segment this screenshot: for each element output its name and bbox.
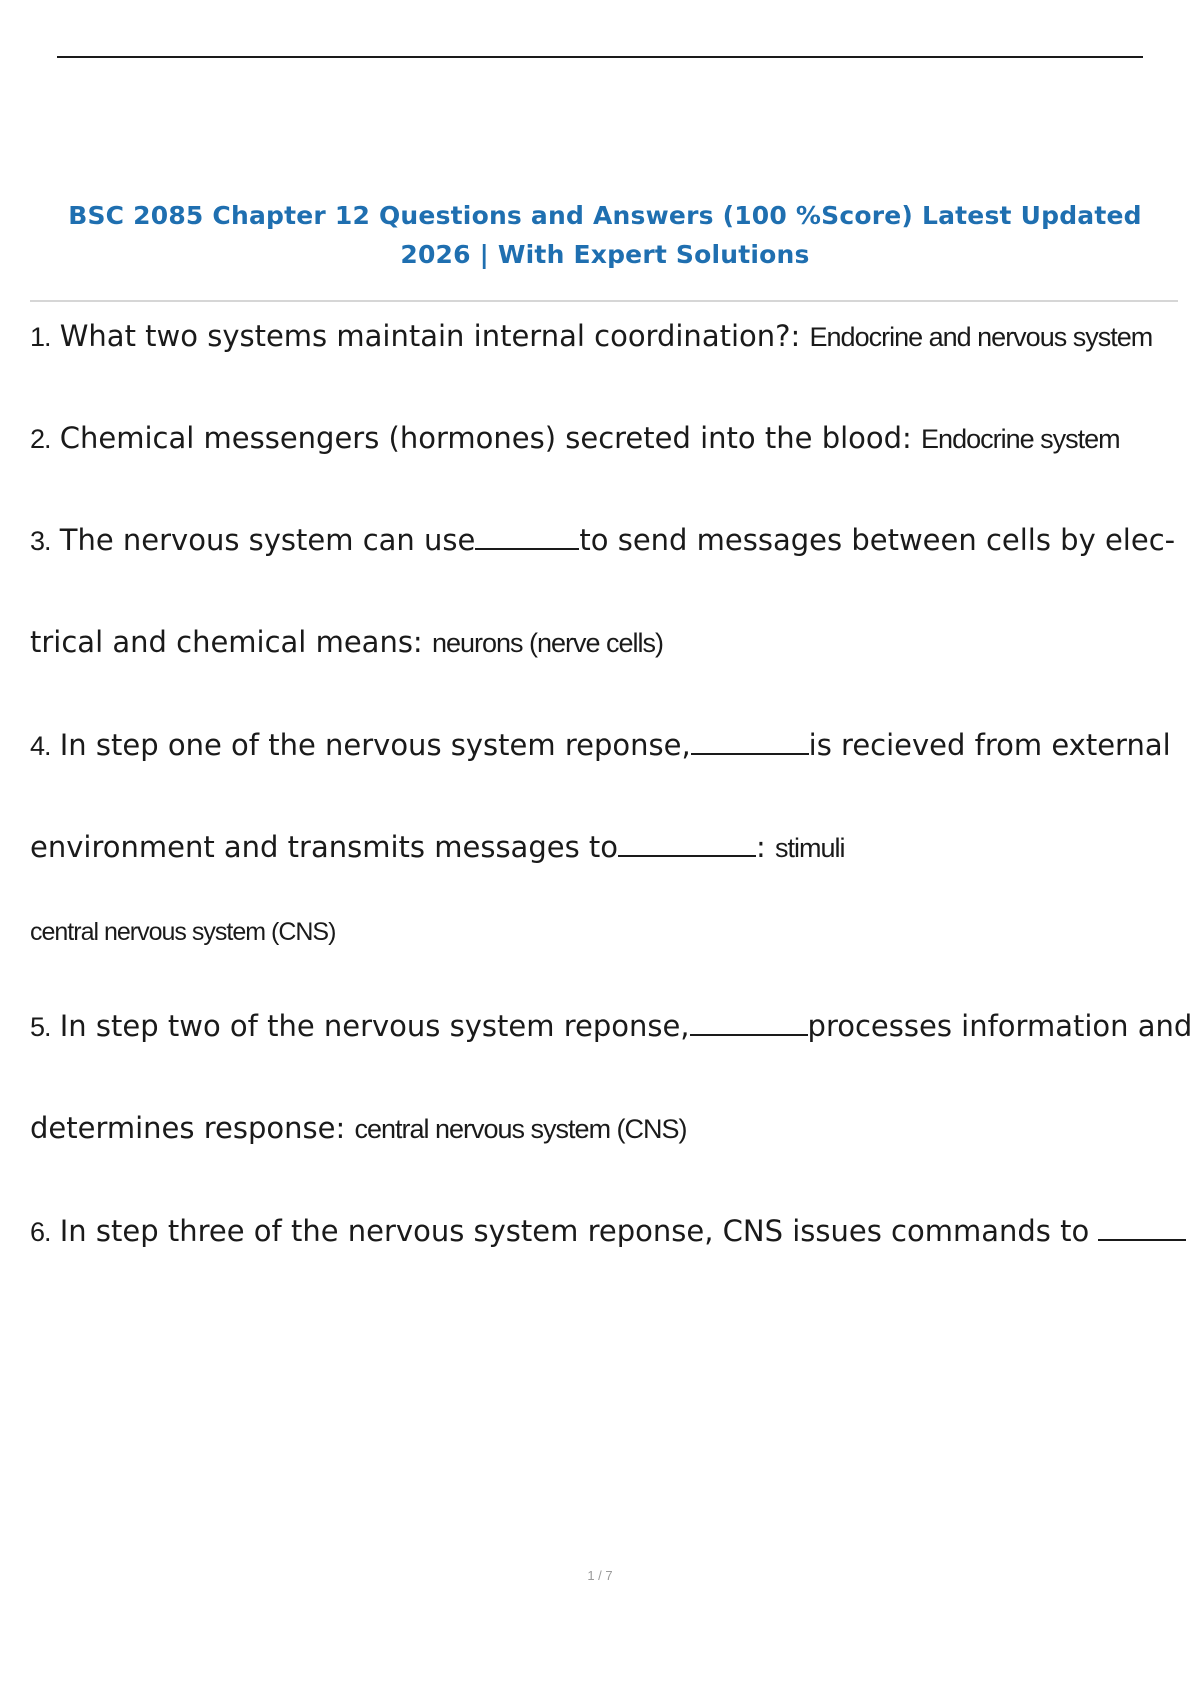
title-divider <box>30 300 1178 302</box>
question-text: determines response: <box>30 1111 346 1145</box>
fill-in-blank <box>1098 1211 1186 1241</box>
question-4-line-1 <box>30 725 1171 766</box>
document-title <box>30 196 1180 274</box>
fill-in-blank <box>690 1006 808 1036</box>
question-number: 4. <box>30 731 51 761</box>
answer-text: Endocrine and nervous system <box>809 322 1153 352</box>
page-indicator: 1 / 7 <box>587 1568 613 1583</box>
question-text: What two systems maintain internal coordination?: <box>59 319 801 353</box>
question-text: is recieved from external <box>808 728 1171 762</box>
title-line-1: BSC 2085 Chapter 12 Questions and Answers (100 %Score) Latest Updated <box>68 201 1142 230</box>
fill-in-blank <box>475 520 579 550</box>
question-text: trical and chemical means: <box>30 625 423 659</box>
question-5-line-2 <box>30 1108 687 1149</box>
answer-text: stimuli <box>775 833 845 863</box>
question-text: : <box>756 830 766 864</box>
title-line-2: 2026 | With Expert Solutions <box>400 240 810 269</box>
answer-text: central nervous system (CNS) <box>30 918 336 946</box>
header-rule <box>57 56 1143 58</box>
question-4-answer-line <box>30 910 335 952</box>
question-text: to send messages between cells by elec- <box>579 523 1176 557</box>
question-text: In step one of the nervous system reponse, <box>59 728 691 762</box>
question-text: environment and transmits messages to <box>30 830 619 864</box>
question-5-line-1 <box>30 1006 1192 1047</box>
question-number: 5. <box>30 1012 51 1042</box>
question-number: 3. <box>30 526 51 556</box>
answer-text: Endocrine system <box>921 424 1120 454</box>
question-6 <box>30 1211 1186 1252</box>
fill-in-blank <box>691 725 809 755</box>
answer-text: central nervous system (CNS) <box>354 1114 687 1144</box>
question-3-line-2 <box>30 622 663 663</box>
question-number: 1. <box>30 322 51 352</box>
question-text: In step three of the nervous system reponse, CNS issues commands to <box>59 1214 1090 1248</box>
question-text: The nervous system can use <box>59 523 476 557</box>
fill-in-blank <box>618 827 756 857</box>
question-text: In step two of the nervous system reponse, <box>59 1009 690 1043</box>
question-2 <box>30 418 1120 459</box>
question-number: 6. <box>30 1217 51 1247</box>
question-text: Chemical messengers (hormones) secreted into the blood: <box>59 421 912 455</box>
question-4-line-2 <box>30 827 845 868</box>
question-3-line-1 <box>30 520 1175 561</box>
question-1 <box>30 316 1152 357</box>
question-number: 2. <box>30 424 51 454</box>
question-text: processes information and <box>807 1009 1193 1043</box>
answer-text: neurons (nerve cells) <box>431 628 664 658</box>
